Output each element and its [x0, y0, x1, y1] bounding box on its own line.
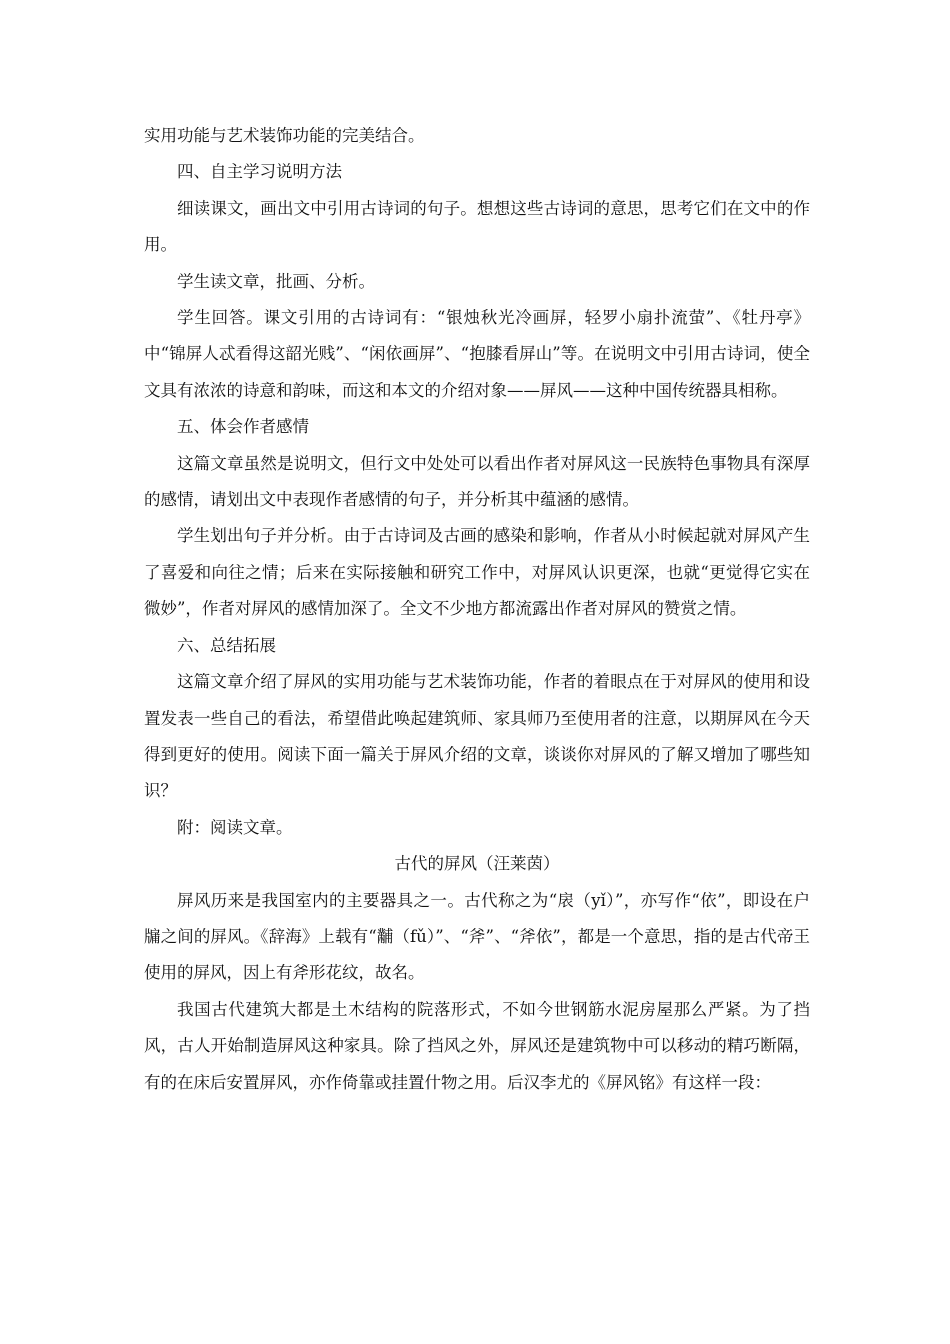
paragraph: 学生读文章，批画、分析。: [177, 271, 375, 291]
paragraph: 学生划出句子并分析。由于古诗词及古画的感染和影响，作者从小时候起就对屏风产生了喜爱和向往之情；后来在实际接触和研究工作中，对屏风认识更深，也就“更觉得它实在微妙”，作者对屏风的感情加深了。全文不少地方都流露出作者对屏风的赞赏之情。: [144, 526, 810, 619]
paragraph: 这篇文章虽然是说明文，但行文中处处可以看出作者对屏风这一民族特色事物具有深厚的感情，请划出文中表现作者感情的句子，并分析其中蕴涵的感情。: [144, 453, 810, 510]
article-title: 古代的屏风（汪莱茵）: [394, 854, 560, 874]
paragraph: 我国古代建筑大都是土木结构的院落形式，不如今世钢筋水泥房屋那么严紧。为了挡风，古人开始制造屏风这种家具。除了挡风之外，屏风还是建筑物中可以移动的精巧断隔，有的在床后安置屏风，亦作倚靠或挂置什物之用。后汉李尤的《屏风铭》有这样一段：: [144, 999, 810, 1092]
paragraph: 细读课文，画出文中引用古诗词的句子。想想这些古诗词的意思，思考它们在文中的作用。: [144, 198, 810, 255]
section-heading-5: 五、体会作者感情: [177, 417, 309, 437]
section-heading-4: 四、自主学习说明方法: [177, 162, 342, 182]
paragraph-continuation: 实用功能与艺术装饰功能的完美结合。: [144, 126, 425, 145]
paragraph: 附：阅读文章。: [177, 817, 293, 837]
document-body: [144, 118, 810, 1101]
section-heading-6: 六、总结拓展: [177, 635, 276, 655]
paragraph: 学生回答。课文引用的古诗词有：“银烛秋光冷画屏，轻罗小扇扑流萤”、《牡丹亭》中“锦屏人忒看得这韶光贱”、“闲依画屏”、“抱膝看屏山”等。在说明文中引用古诗词，使全文具有浓浓的诗意和韵味，而这和本文的介绍对象——屏风——这种中国传统器具相称。: [144, 308, 810, 400]
paragraph: 这篇文章介绍了屏风的实用功能与艺术装饰功能，作者的着眼点在于对屏风的使用和设置发表一些自己的看法，希望借此唤起建筑师、家具师乃至使用者的注意，以期屏风在今天得到更好的使用。阅读下面一篇关于屏风介绍的文章，谈谈你对屏风的了解又增加了哪些知识？: [144, 672, 810, 801]
paragraph: 屏风历来是我国室内的主要器具之一。古代称之为“扆（yǐ）”，亦写作“依”，即设在户牖之间的屏风。《辞海》上载有“黼（fǔ）”、“斧”、“斧依”，都是一个意思，指的是古代帝王使用的屏风，因上有斧形花纹，故名。: [144, 890, 810, 983]
